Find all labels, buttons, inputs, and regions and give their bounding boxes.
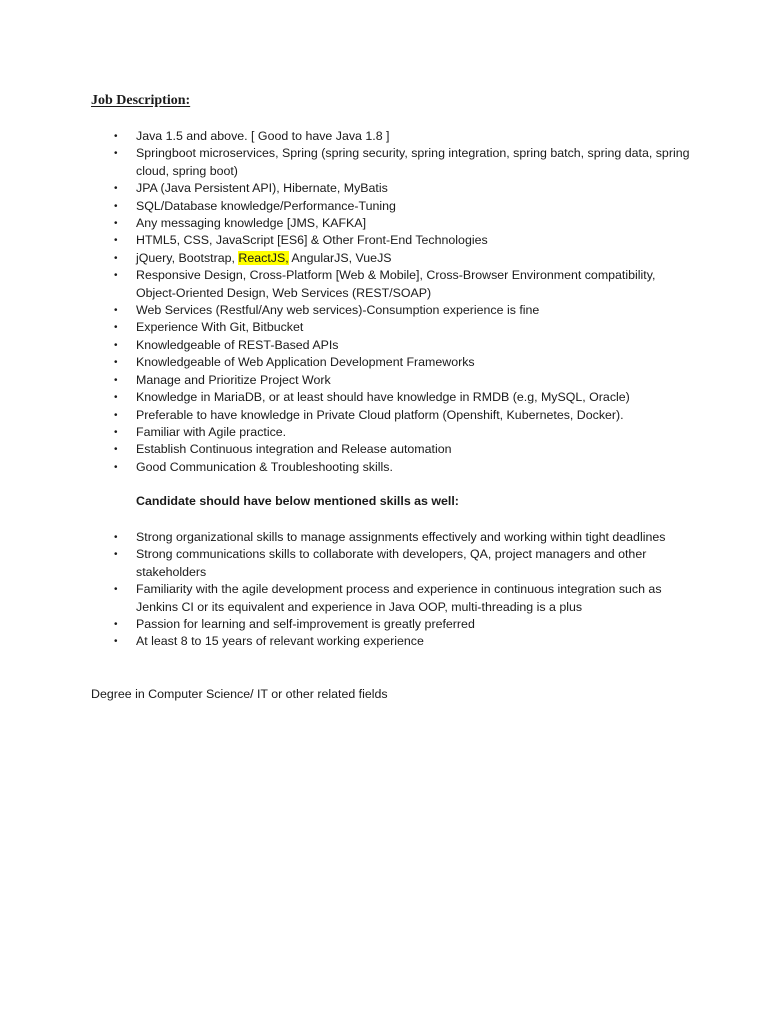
requirement-item-text: Good Communication & Troubleshooting skills. xyxy=(136,459,393,474)
skills-list xyxy=(114,529,694,651)
bullet-icon: • xyxy=(114,636,118,648)
requirement-item-text: Experience With Git, Bitbucket xyxy=(136,320,304,335)
requirement-item xyxy=(114,424,694,441)
requirement-item-text: Knowledge in MariaDB, or at least should have knowledge in RMDB (e.g, MySQL, Oracle) xyxy=(136,390,630,405)
bullet-icon: • xyxy=(114,461,118,473)
requirement-item-text: SQL/Database knowledge/Performance-Tuning xyxy=(136,198,396,213)
requirement-item-text: AngularJS, VueJS xyxy=(288,250,392,265)
bullet-icon: • xyxy=(114,374,118,386)
bullet-icon: • xyxy=(114,322,118,334)
bullet-icon: • xyxy=(114,357,118,369)
requirement-item xyxy=(114,302,694,319)
requirement-item xyxy=(114,267,694,302)
bullet-icon: • xyxy=(114,619,118,631)
requirement-item-text: jQuery, Bootstrap, xyxy=(136,250,239,265)
requirement-item xyxy=(114,128,694,145)
requirement-item xyxy=(114,372,694,389)
skill-item xyxy=(114,546,694,581)
bullet-icon: • xyxy=(114,235,118,247)
requirement-item-text: Java 1.5 and above. [ Good to have Java 1.8 ] xyxy=(136,129,390,143)
requirement-item xyxy=(114,441,694,458)
bullet-icon: • xyxy=(114,131,118,142)
requirement-item xyxy=(114,198,694,215)
skill-item xyxy=(114,529,694,546)
requirement-item xyxy=(114,337,694,354)
bullet-icon: • xyxy=(114,584,118,596)
bullet-icon: • xyxy=(114,270,118,282)
skill-item-text: At least 8 to 15 years of relevant working experience xyxy=(136,634,424,649)
requirement-item-text: Knowledgeable of REST-Based APIs xyxy=(136,337,339,352)
highlighted-text: ReactJS, xyxy=(238,250,289,265)
requirement-item xyxy=(114,459,694,476)
bullet-icon: • xyxy=(114,305,118,317)
skill-item-text: Strong communications skills to collaborate with developers, QA, project managers and other stakeholders xyxy=(136,547,647,579)
requirement-item xyxy=(114,407,694,424)
requirement-item-text: Manage and Prioritize Project Work xyxy=(136,372,331,387)
skill-item-text: Strong organizational skills to manage assignments effectively and working within tight deadlines xyxy=(136,530,666,544)
requirement-item xyxy=(114,319,694,336)
bullet-icon: • xyxy=(114,218,118,230)
bullet-icon: • xyxy=(114,532,118,543)
requirement-item xyxy=(114,232,694,249)
requirement-item xyxy=(114,250,694,267)
requirement-item xyxy=(114,215,694,232)
requirement-item-text: HTML5, CSS, JavaScript [ES6] & Other Front-End Technologies xyxy=(136,233,488,248)
bullet-icon: • xyxy=(114,549,118,561)
bullet-icon: • xyxy=(114,392,118,404)
requirement-item-text: Establish Continuous integration and Release automation xyxy=(136,442,452,457)
requirement-item-text: Springboot microservices, Spring (spring security, spring integration, spring batch, spring data, spring cloud, spring boot) xyxy=(136,146,690,178)
skill-item xyxy=(114,581,694,616)
bullet-icon: • xyxy=(114,252,118,264)
bullet-icon: • xyxy=(114,426,118,438)
skill-item xyxy=(114,633,694,650)
bullet-icon: • xyxy=(114,148,118,160)
requirement-item xyxy=(114,389,694,406)
requirement-item-text: Familiar with Agile practice. xyxy=(136,424,287,439)
requirement-item-text: Web Services (Restful/Any web services)-Consumption experience is fine xyxy=(136,303,540,318)
bullet-icon: • xyxy=(114,409,118,421)
skill-item xyxy=(114,616,694,633)
requirements-list xyxy=(114,128,694,476)
skill-item-text: Familiarity with the agile development process and experience in continuous integration such as Jenkins CI or its equivalent and experience in Java OOP, multi-threading is a plus xyxy=(136,582,662,614)
requirement-item xyxy=(114,145,694,180)
requirement-item-text: Preferable to have knowledge in Private Cloud platform (Openshift, Kubernetes, Docker). xyxy=(136,407,624,422)
page-title: Job Description: xyxy=(91,93,191,108)
skill-item-text: Passion for learning and self-improvement is greatly preferred xyxy=(136,617,475,632)
bullet-icon: • xyxy=(114,183,118,195)
requirement-item-text: Responsive Design, Cross-Platform [Web & Mobile], Cross-Browser Environment compatibility, Object-Oriented Design, Web Services (REST/SOAP) xyxy=(136,268,656,300)
degree-note: Degree in Computer Science/ IT or other related fields xyxy=(91,687,388,701)
requirement-item-text: Any messaging knowledge [JMS, KAFKA] xyxy=(136,216,367,231)
requirement-item-text: JPA (Java Persistent API), Hibernate, MyBatis xyxy=(136,181,388,196)
requirement-item xyxy=(114,180,694,197)
skills-heading: Candidate should have below mentioned skills as well: xyxy=(136,494,459,508)
requirement-item xyxy=(114,354,694,371)
requirement-item-text: Knowledgeable of Web Application Development Frameworks xyxy=(136,355,475,370)
bullet-icon: • xyxy=(114,339,118,351)
bullet-icon: • xyxy=(114,200,118,212)
bullet-icon: • xyxy=(114,444,118,456)
